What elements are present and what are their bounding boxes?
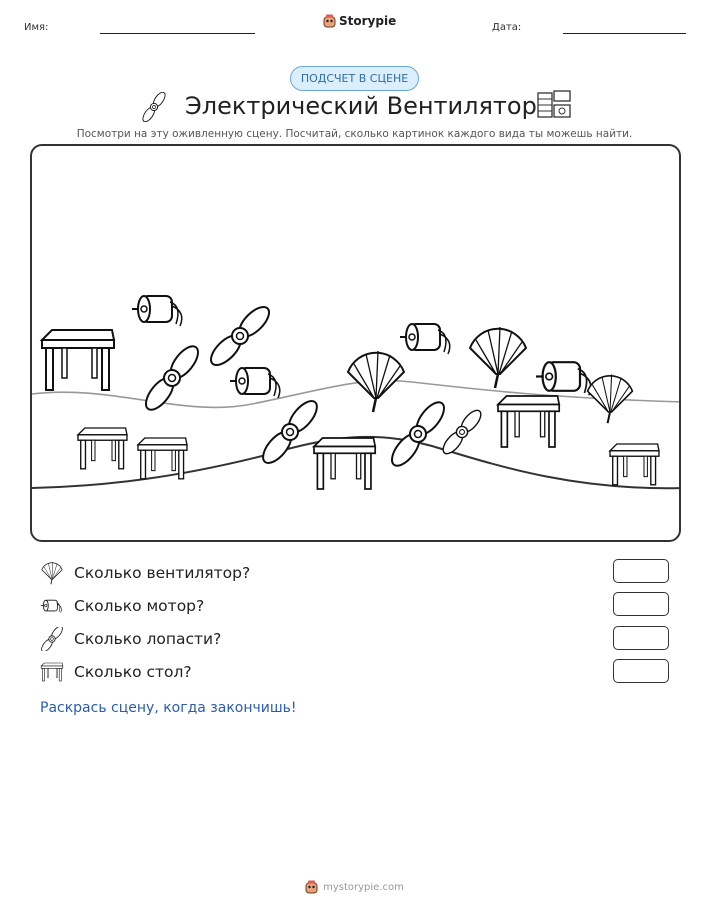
workbench-icon — [536, 89, 572, 121]
storypie-icon — [323, 14, 336, 28]
hand-fan-item — [588, 374, 633, 423]
table-item — [314, 438, 375, 489]
question-text: Сколько стол? — [74, 663, 192, 681]
table-item — [138, 438, 187, 479]
answer-box-fans[interactable] — [613, 559, 669, 583]
answer-box-tables[interactable] — [613, 659, 669, 683]
motor-icon — [40, 594, 64, 618]
blade-item — [258, 396, 322, 467]
coloring-note: Раскрась сцену, когда закончишь! — [40, 700, 297, 716]
blade-item — [387, 398, 449, 471]
activity-badge: ПОДСЧЕТ В СЦЕНЕ — [290, 66, 419, 91]
table-item — [498, 396, 559, 447]
date-line[interactable] — [563, 33, 686, 34]
brand-name: Storypie — [339, 14, 397, 28]
blade-icon — [40, 627, 64, 651]
question-text: Сколько мотор? — [74, 597, 205, 615]
table-icon — [40, 660, 64, 684]
brand-logo — [323, 14, 396, 28]
counting-scene — [30, 144, 681, 542]
question-motors — [40, 594, 204, 618]
blade-item — [206, 302, 274, 370]
answer-box-blades[interactable] — [613, 626, 669, 650]
table-item — [78, 428, 127, 469]
answer-box-motors[interactable] — [613, 592, 669, 616]
question-text: Сколько вентилятор? — [74, 564, 251, 582]
question-tables — [40, 660, 192, 684]
motor-item — [400, 324, 450, 354]
blade-item — [440, 407, 485, 457]
storypie-icon — [305, 880, 318, 894]
name-line[interactable] — [100, 33, 255, 34]
motor-item — [536, 362, 591, 395]
blade-icon — [141, 92, 167, 122]
hand-fan-icon — [40, 561, 64, 585]
name-label: Имя: — [24, 22, 49, 33]
question-fans — [40, 561, 250, 585]
table-item — [42, 330, 114, 390]
question-text: Сколько лопасти? — [74, 630, 222, 648]
site-footer — [0, 880, 709, 894]
date-label: Дата: — [492, 22, 522, 33]
hand-fan-item — [348, 351, 404, 412]
site-url[interactable]: mystorypie.com — [323, 881, 404, 893]
hand-fan-item — [470, 327, 526, 388]
motor-item — [230, 368, 280, 398]
table-item — [610, 444, 659, 485]
motor-item — [132, 296, 182, 326]
page-title: Электрический Вентилятор — [185, 92, 537, 120]
instructions: Посмотри на эту оживленную сцену. Посчитай, сколько картинок каждого вида ты можешь найти. — [76, 128, 633, 140]
question-blades — [40, 627, 221, 651]
